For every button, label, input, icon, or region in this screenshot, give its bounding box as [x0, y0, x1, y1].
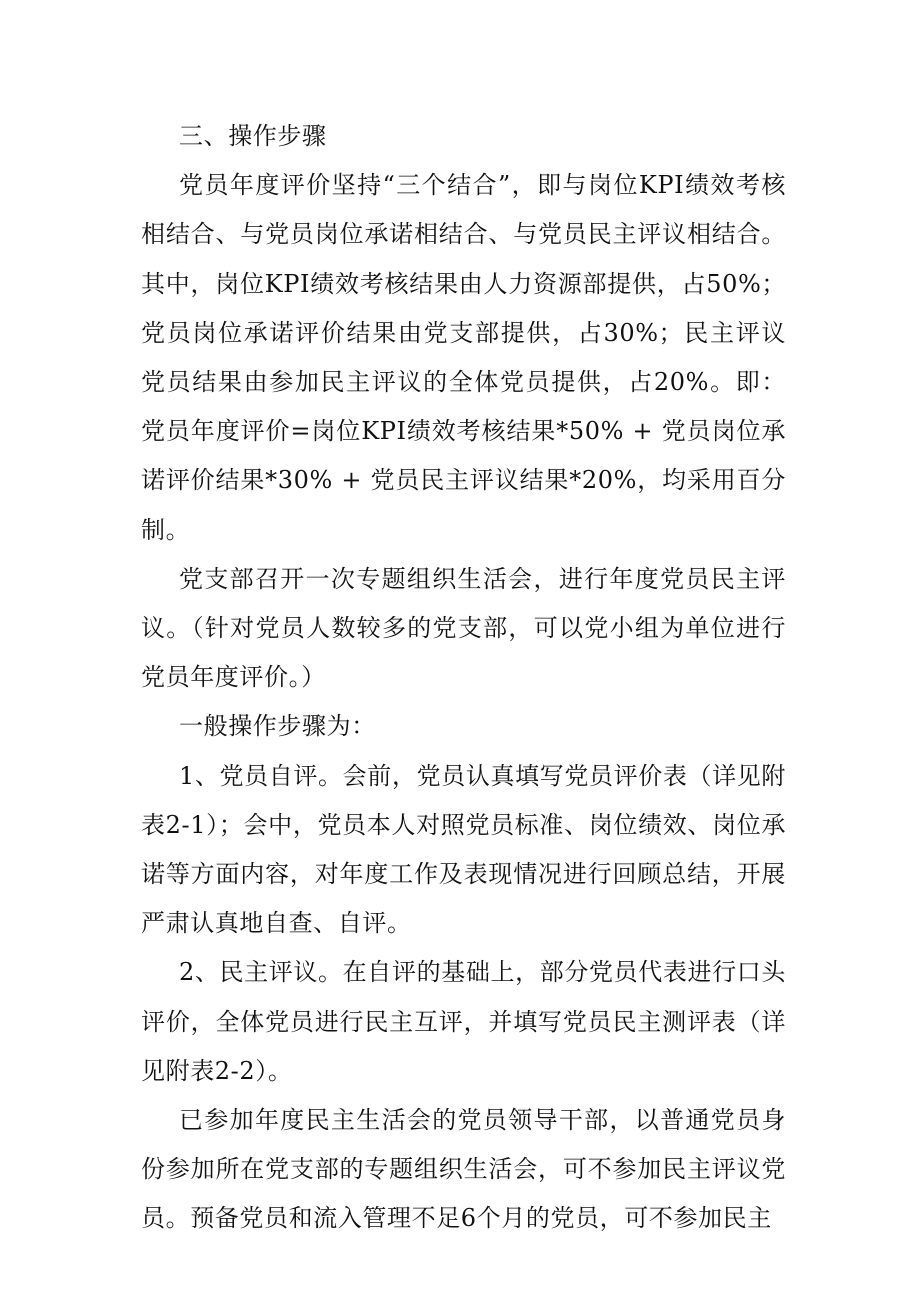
paragraph-general-steps: 一般操作步骤为： [179, 712, 376, 741]
paragraph-exemptions: 已参加年度民主生活会的党员领导干部，以普通党员身份参加所在党支部的专题组织生活会，可不参加民主评议党员。预备党员和流入管理不足6个月的党员，可不参加民主 [141, 1106, 786, 1233]
paragraph-evaluation-principles: 党员年度评价坚持“三个结合”，即与岗位KPI绩效考核相结合、与党员岗位承诺相结合、与党员民主评议相结合。其中，岗位KPI绩效考核结果由人力资源部提供，占50%；党员岗位承诺评价结果由党支部提供，占30%；民主评议党员结果由参加民主评议的全体党员提供，占20%。即：党员年度评价=岗位KPI绩效考核结果*50% + 党员岗位承诺评价结果*30% + 党员民主评议结果*20%，均采用百分制。 [141, 171, 786, 544]
paragraph-step-self-evaluation: 1、党员自评。会前，党员认真填写党员评价表（详见附表2-1）；会中，党员本人对照党员标准、岗位绩效、岗位承诺等方面内容，对年度工作及表现情况进行回顾总结，开展严肃认真地自查、自评。 [141, 761, 786, 938]
section-heading: 三、操作步骤 [179, 122, 327, 150]
paragraph-organization-meeting: 党支部召开一次专题组织生活会，进行年度党员民主评议。（针对党员人数较多的党支部，可以党小组为单位进行党员年度评价。） [141, 564, 786, 692]
document-body [141, 112, 786, 1244]
paragraph-step-democratic-evaluation: 2、民主评议。在自评的基础上，部分党员代表进行口头评价，全体党员进行民主互评，并填写党员民主测评表（详见附表2-2）。 [141, 958, 786, 1085]
